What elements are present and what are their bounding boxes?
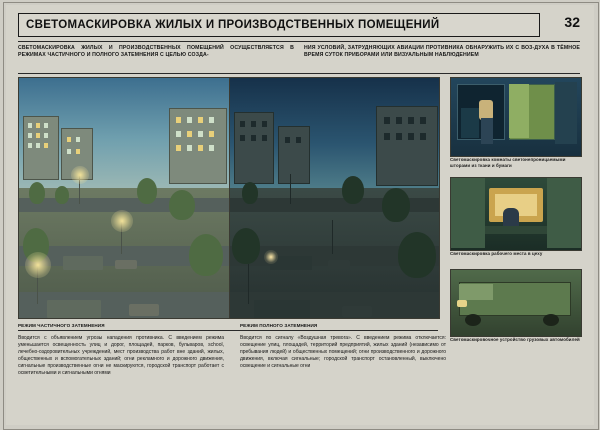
street-lamp bbox=[248, 264, 249, 304]
car bbox=[129, 304, 159, 316]
side-illustration-room bbox=[450, 77, 582, 157]
poster-sheet bbox=[6, 5, 594, 425]
side-illustration-truck bbox=[450, 269, 582, 337]
illustration-full-blackout bbox=[229, 78, 440, 318]
body-text-left: Вводится с объявлением угрозы нападения противника. С введением режима уменьшается освещенность улиц и дорог, площадей, парков, бульваров, school, лечебно-оздоровительных учреждений, мест производства работ вне зданий, жилых, общественных и вспомогательных зданий; огни рекламного и дорожного движения, сигнальные производственные огни не маскируются, городской транспорт работает с осветительными и сигнальными огнями bbox=[18, 335, 224, 377]
page-title: СВЕТОМАСКИРОВКА ЖИЛЫХ И ПРОИЗВОДСТВЕННЫХ ПОМЕЩЕНИЙ bbox=[26, 19, 440, 31]
divider-top bbox=[18, 41, 580, 42]
car bbox=[342, 306, 372, 317]
building bbox=[234, 112, 274, 184]
street-lamp bbox=[332, 220, 333, 254]
intro-text-block bbox=[18, 45, 580, 71]
tree bbox=[232, 228, 260, 264]
building bbox=[278, 126, 310, 184]
tree bbox=[398, 232, 436, 278]
main-illustration bbox=[18, 77, 440, 319]
plate-caption-left: РЕЖИМ ЧАСТИЧНОГО ЗАТЕМНЕНИЯ bbox=[18, 323, 105, 328]
street-lamp bbox=[290, 174, 291, 204]
tree bbox=[137, 178, 157, 204]
intro-column-left: СВЕТОМАСКИРОВКА ЖИЛЫХ И ПРОИЗВОДСТВЕННЫХ ПОМЕЩЕНИЙ ОСУЩЕСТВЛЯЕТСЯ В РЕЖИМАХ ЧАСТИЧНОГО И ПОЛНОГО ЗАТЕМНЕНИЯ С ЦЕЛЬЮ СОЗДА- bbox=[18, 45, 294, 59]
tree bbox=[169, 190, 195, 220]
building bbox=[376, 106, 438, 186]
masked-lamp-glow bbox=[264, 250, 278, 264]
bus bbox=[47, 300, 101, 318]
car bbox=[115, 260, 137, 269]
page-number: 32 bbox=[564, 14, 580, 30]
bus bbox=[63, 256, 103, 270]
plate-caption-right: РЕЖИМ ПОЛНОГО ЗАТЕМНЕНИЯ bbox=[240, 323, 318, 328]
tree bbox=[242, 182, 258, 204]
divider-intro-bottom bbox=[18, 73, 580, 74]
lamp-glow bbox=[25, 252, 51, 278]
side-illustrations bbox=[450, 77, 580, 342]
building bbox=[23, 116, 59, 180]
intro-column-right: НИЯ УСЛОВИЙ, ЗАТРУДНЯЮЩИХ АВИАЦИИ ПРОТИВНИКА ОБНАРУЖИТЬ ИХ С ВОЗ-ДУХА В ТЁМНОЕ ВРЕМЯ СУТОК ПРИБОРАМИ ИЛИ ВИЗУАЛЬНЫМ НАБЛЮДЕНИЕМ bbox=[304, 45, 580, 59]
building bbox=[169, 108, 227, 184]
bus bbox=[254, 300, 310, 318]
side-illustration-workplace bbox=[450, 177, 582, 251]
side-caption-2: Светомаскировка рабочего места в цеху bbox=[450, 251, 543, 256]
page-title-bar bbox=[18, 13, 540, 37]
tree bbox=[55, 186, 69, 204]
divider-bottom bbox=[18, 330, 438, 331]
tree bbox=[189, 234, 223, 276]
side-caption-3: Светомаскировочное устройство грузовых автомобилей bbox=[450, 337, 580, 342]
tree bbox=[342, 176, 364, 204]
tree bbox=[29, 182, 45, 204]
tree bbox=[382, 188, 410, 222]
body-text-right: Вводится по сигналу «Воздушная тревога». С введением режима отключается: освещение улиц, площадей, территорий предприятий, жилых зданий (независимо от пребывания людей) и общественных помещений; огни производственного и дорожного движения, включая сигнальные; городской транспорт остановленный, выключено освещение и сигнальные огни bbox=[240, 335, 446, 370]
lamp-glow bbox=[71, 166, 89, 184]
car bbox=[328, 260, 350, 269]
lamp-glow bbox=[111, 210, 133, 232]
illustration-partial-blackout bbox=[19, 78, 229, 318]
side-caption-1: Светомаскировка комнаты светонепроницаемыми шторами из ткани и бумаги bbox=[450, 157, 566, 168]
